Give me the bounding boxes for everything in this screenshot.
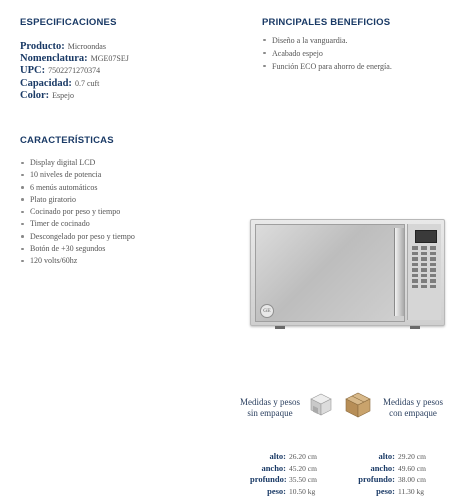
specs-title: ESPECIFICACIONES	[20, 17, 117, 28]
feature-item	[20, 182, 135, 194]
bullet-icon	[263, 52, 266, 55]
feature-text: 6 menús automáticos	[30, 182, 98, 192]
feature-text: 10 niveles de potencia	[30, 170, 102, 180]
spec-value: Microondas	[67, 42, 106, 51]
features-title: CARACTERÍSTICAS	[20, 135, 114, 146]
feature-text: Timer de cocinado	[30, 219, 90, 229]
measure-label: peso:	[376, 485, 395, 496]
feature-text: Botón de +30 segundos	[30, 244, 106, 254]
bullet-icon	[21, 260, 24, 263]
spec-value: 7502271270374	[48, 66, 101, 76]
feature-item	[20, 231, 135, 243]
control-panel	[407, 224, 441, 320]
measure-label: alto:	[378, 451, 395, 461]
measures-title-line: con empaque	[389, 408, 437, 418]
measure-row	[357, 484, 426, 496]
oven-foot	[410, 326, 420, 329]
feature-text: Plato giratorio	[30, 194, 76, 204]
measures-without-box-title	[232, 397, 308, 419]
specs-list	[20, 39, 129, 100]
measure-value: 26.20 cm	[289, 452, 317, 461]
spec-value: Espejo	[52, 90, 74, 100]
measure-value: 49.60 cm	[398, 463, 426, 473]
bullet-icon	[21, 162, 24, 165]
lcd-display	[415, 230, 437, 243]
spec-row	[20, 51, 129, 63]
bullet-icon	[263, 65, 266, 68]
microwave-image	[250, 219, 445, 326]
feature-item	[20, 194, 135, 206]
measure-value: 29.20 cm	[398, 452, 426, 461]
spec-label: Capacidad:	[20, 77, 72, 89]
benefit-item	[262, 34, 392, 47]
measure-row	[250, 449, 317, 461]
benefit-text: Acabado espejo	[272, 49, 323, 58]
benefit-text: Diseño a la vanguardia.	[272, 36, 348, 45]
feature-item	[20, 255, 135, 267]
feature-text: Display digital LCD	[30, 158, 96, 167]
measure-label: profundo:	[358, 474, 395, 485]
bullet-icon	[263, 39, 266, 42]
measure-row	[250, 484, 317, 496]
measure-label: profundo:	[250, 474, 287, 485]
measure-value: 11.30 kg	[398, 486, 424, 496]
measure-label: ancho:	[370, 462, 395, 473]
feature-item	[20, 157, 135, 169]
measures-title-line: sin empaque	[247, 408, 293, 418]
measure-label: ancho:	[261, 462, 286, 473]
spec-label: Color:	[20, 89, 50, 101]
spec-row	[20, 76, 129, 88]
feature-text: Descongelado por peso y tiempo	[30, 231, 135, 241]
benefit-item	[262, 60, 392, 73]
oven-foot	[275, 326, 285, 329]
feature-item	[20, 206, 135, 218]
spec-label: Nomenclatura:	[20, 53, 88, 65]
measures-without-box-list	[250, 449, 317, 495]
spec-value: 0.7 cuft	[74, 78, 100, 88]
spec-label: Producto:	[20, 41, 65, 52]
feature-item	[20, 218, 135, 230]
measure-row	[357, 461, 426, 473]
feature-text: 120 volts/60hz	[30, 256, 78, 266]
feature-item	[20, 243, 135, 255]
features-list	[20, 157, 135, 268]
feature-text: Cocinado por peso y tiempo	[30, 207, 121, 217]
measure-row	[357, 472, 426, 484]
benefit-item	[262, 47, 392, 60]
spec-row	[20, 88, 129, 100]
measure-value: 35.50 cm	[289, 475, 317, 485]
spec-label: UPC:	[20, 65, 46, 77]
door-handle	[394, 228, 404, 316]
bullet-icon	[21, 235, 24, 238]
measure-value: 45.20 cm	[289, 463, 317, 473]
measure-label: alto:	[269, 451, 286, 461]
measure-value: 38.00 cm	[398, 475, 426, 485]
microwave-cube-icon	[307, 390, 335, 418]
benefit-text: Función ECO para ahorro de energía.	[272, 62, 392, 71]
benefits-list	[262, 34, 392, 73]
spec-value: MGE07SEJ	[90, 54, 129, 64]
bullet-icon	[21, 186, 24, 189]
measures-title-line: Medidas y pesos	[240, 397, 300, 407]
measure-row	[250, 472, 317, 484]
spec-row	[20, 39, 129, 51]
measure-label: peso:	[267, 485, 286, 496]
cardboard-box-icon	[342, 388, 374, 420]
microwave-door	[255, 224, 405, 322]
measures-with-box-list	[357, 449, 426, 495]
bullet-icon	[21, 198, 24, 201]
benefits-title: PRINCIPALES BENEFICIOS	[262, 17, 391, 28]
measures-with-box-title	[378, 397, 448, 419]
bullet-icon	[21, 223, 24, 226]
measure-row	[357, 449, 426, 461]
bullet-icon	[21, 174, 24, 177]
measures-title-line: Medidas y pesos	[383, 397, 443, 407]
brand-logo-icon: GE	[260, 304, 274, 318]
spec-row	[20, 63, 129, 75]
bullet-icon	[21, 248, 24, 251]
keypad	[412, 246, 438, 288]
measure-row	[250, 461, 317, 473]
bullet-icon	[21, 211, 24, 214]
measure-value: 10.50 kg	[289, 486, 316, 496]
feature-item	[20, 169, 135, 181]
